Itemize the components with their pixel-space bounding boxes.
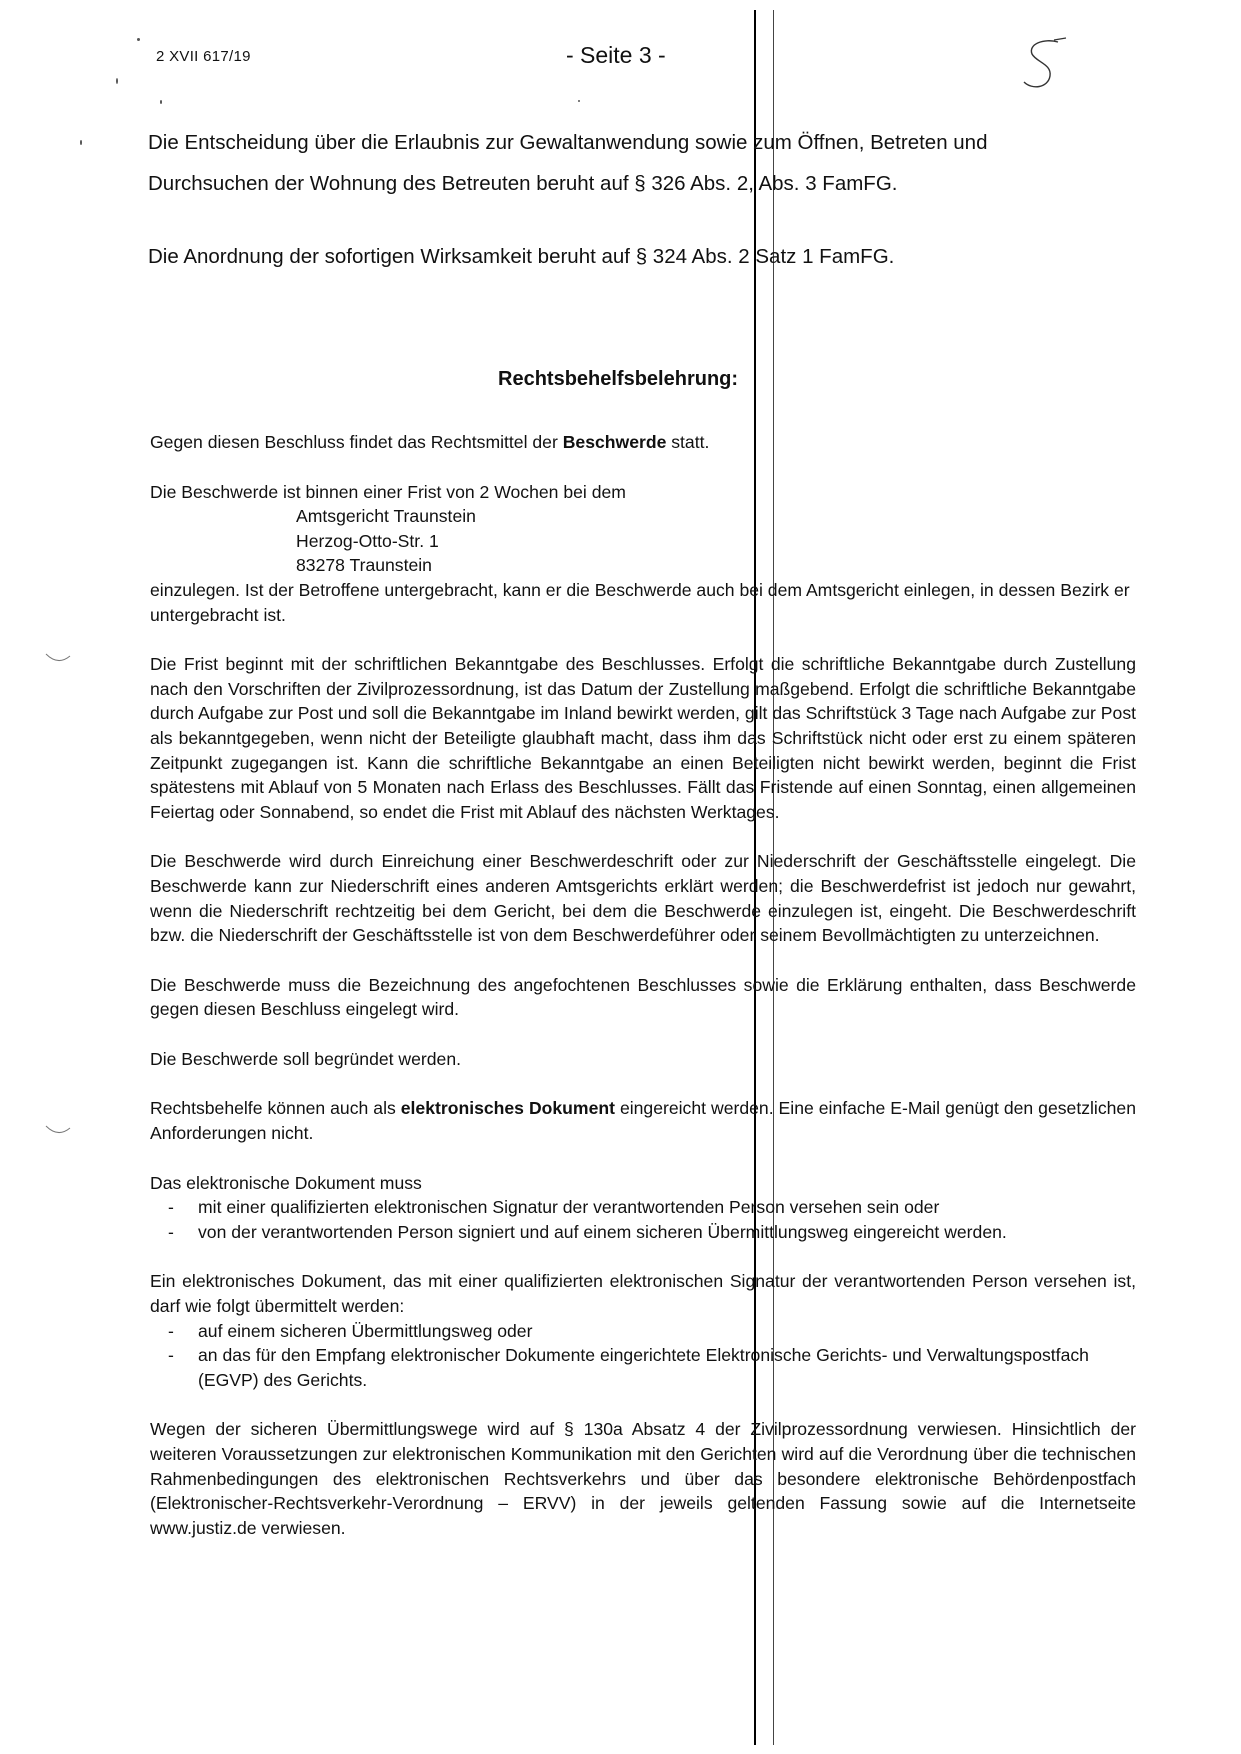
remedy-bold: Beschwerde [562, 432, 667, 452]
scan-speck [137, 38, 140, 41]
court-address [296, 504, 1136, 578]
transmission-list [150, 1319, 1136, 1393]
deadline-start-paragraph: Die Frist beginnt mit der schriftlichen Bekanntgabe des Beschlusses. Erfolgt die schriftliche Bekanntgabe durch Zustellung nach den Vorschriften der Zivilprozessordnung, ist das Datum der Zustellung maßgebend. Erfolgt die schriftliche Bekanntgabe durch Aufgabe zur Post und soll die Bekanntgabe im Inland bewirkt werden, gilt das Schriftstück 3 Tage nach Aufgabe zur Post als bekanntgegeben, wenn nicht der Beteiligte glaubhaft macht, dass ihm das Schriftstück nicht oder erst zu einem späteren Zeitpunkt zugegangen ist. Kann die schriftliche Bekanntgabe an einen Beteiligten nicht bewirkt werden, beginnt die Frist spätestens mit Ablauf von 5 Monaten nach Erlass des Beschlusses. Fällt das Fristende auf einen Sonntag, einen allgemeinen Feiertag oder Sonnabend, so endet die Frist mit Ablauf des nächsten Werktages. [150, 654, 1136, 822]
address-line: 83278 Traunstein [296, 555, 432, 576]
requirements-intro: Das elektronische Dokument muss [150, 1172, 422, 1193]
section-heading: Rechtsbehelfsbelehrung: [498, 368, 739, 390]
electronic-text: Rechtsbehelfe können auch als [150, 1098, 401, 1119]
scan-arc-icon [44, 652, 72, 666]
scan-arc-icon [44, 1124, 72, 1138]
final-paragraph: Wegen der sicheren Übermittlungswege wird auf § 130a Absatz 4 der Zivilprozessordnung verwiesen. Hinsichtlich der weiteren Voraussetzungen zur elektronischen Kommunikation mit den Gerichten wird auf die Verordnung über die technischen Rahmenbedingungen des elektronischen Rechtsverkehrs und über das besondere elektronische Behördenpostfach (Elektronischer-Rechtsverkehr-Verordnung – ERVV) in der jeweils geltenden Fassung sowie auf die Internetseite www.justiz.de verwiesen. [150, 1419, 1136, 1538]
transmission-intro: Ein elektronisches Dokument, das mit einer qualifizierten elektronischen Signatur der verantwortenden Person versehen ist, darf wie folgt übermittelt werden: [150, 1271, 1136, 1317]
electronic-text: eingereicht werden. Eine einfache E-Mail genügt den gesetzlichen Anforderungen nicht. [150, 1098, 1136, 1144]
scan-speck [578, 100, 580, 102]
transmission-section [150, 1269, 1136, 1392]
case-number: 2 XVII 617/19 [156, 48, 251, 65]
page-number: - Seite 3 - [566, 42, 666, 68]
legal-basis-line: Die Entscheidung über die Erlaubnis zur Gewaltanwendung sowie zum Öffnen, Betreten und [148, 131, 988, 154]
immediate-effect-paragraph [148, 236, 1138, 277]
remedy-text: Gegen diesen Beschluss findet das Rechtsmittel der [150, 432, 563, 452]
address-line: Herzog-Otto-Str. 1 [296, 530, 439, 551]
handwritten-mark-icon [1010, 30, 1070, 100]
list-item: - auf einem sicheren Übermittlungsweg oder [150, 1319, 1136, 1344]
address-line: Amtsgericht Traunstein [296, 506, 476, 527]
instructions-body [150, 430, 1136, 1565]
list-item: - von der verantwortenden Person signiert und auf einem sicheren Übermittlungsweg eingereicht werden. [150, 1220, 1136, 1245]
electronic-paragraph [150, 1096, 1136, 1145]
deadline-paragraph [150, 480, 1136, 628]
remedy-paragraph [150, 430, 1136, 455]
legal-basis-paragraph [148, 122, 1138, 204]
scan-speck [80, 140, 82, 145]
deadline-outro: einzulegen. Ist der Betroffene untergebracht, kann er die Beschwerde auch bei dem Amtsgericht einlegen, in dessen Bezirk er untergebracht ist. [150, 579, 1130, 625]
designation-paragraph: Die Beschwerde muss die Bezeichnung des angefochtenen Beschlusses sowie die Erklärung enthalten, dass Beschwerde gegen diesen Beschluss eingelegt wird. [150, 974, 1136, 1020]
reasoning-paragraph: Die Beschwerde soll begründet werden. [150, 1048, 462, 1069]
immediate-effect-line: Die Anordnung der sofortigen Wirksamkeit beruht auf § 324 Abs. 2 Satz 1 FamFG. [148, 245, 895, 268]
deadline-intro: Die Beschwerde ist binnen einer Frist von 2 Wochen bei dem [150, 481, 626, 502]
electronic-bold: elektronisches Dokument [400, 1098, 615, 1119]
scan-speck [160, 100, 162, 104]
document-requirements [150, 1171, 1136, 1245]
remedy-text: statt. [666, 432, 710, 452]
list-item: - an das für den Empfang elektronischer Dokumente eingerichtete Elektronische Gerichts- und Verwaltungspostfach (EGVP) des Gerichts. [150, 1343, 1136, 1392]
scan-speck [116, 78, 118, 84]
filing-paragraph: Die Beschwerde wird durch Einreichung einer Beschwerdeschrift oder zur Niederschrift der Geschäftsstelle eingelegt. Die Beschwerde kann zur Niederschrift eines anderen Amtsgerichts erklärt werden; die Beschwerdefrist ist jedoch nur gewahrt, wenn die Niederschrift rechtzeitig bei dem Gericht, bei dem die Beschwerde einzulegen ist, eingeht. Die Beschwerdeschrift bzw. die Niederschrift der Geschäftsstelle ist von dem Beschwerdeführer oder seinem Bevollmächtigten zu unterzeichnen. [150, 851, 1136, 946]
requirements-list [150, 1195, 1136, 1244]
list-item: - mit einer qualifizierten elektronischen Signatur der verantwortenden Person versehen sein oder [150, 1195, 1136, 1220]
legal-basis-line: Durchsuchen der Wohnung des Betreuten beruht auf § 326 Abs. 2, Abs. 3 FamFG. [148, 172, 898, 195]
